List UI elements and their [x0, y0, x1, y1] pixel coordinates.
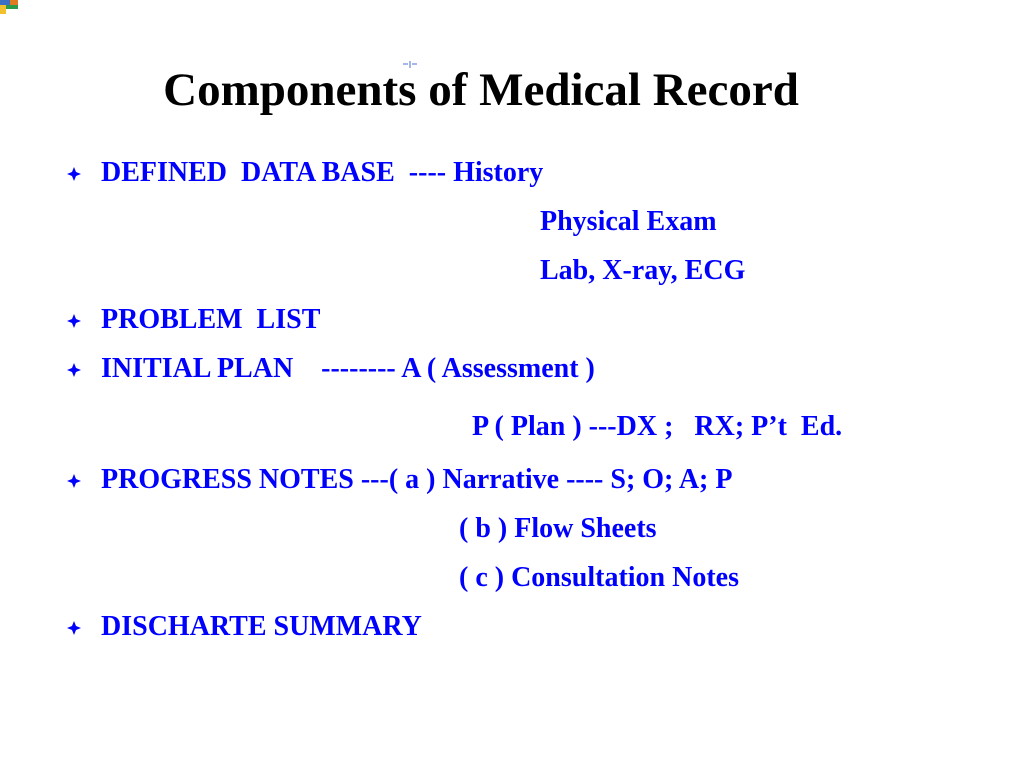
- defined-data-base-line: DEFINED DATA BASE ---- History: [101, 157, 544, 188]
- consultation-notes-line: ( c ) Consultation Notes: [459, 562, 739, 593]
- initial-plan-line: INITIAL PLAN -------- A ( Assessment ): [101, 353, 595, 384]
- diamond-bullet-icon: [66, 166, 82, 182]
- lab-xray-ecg-line: Lab, X-ray, ECG: [540, 255, 746, 286]
- diamond-bullet-icon: [66, 313, 82, 329]
- physical-exam-line: Physical Exam: [540, 206, 717, 237]
- diamond-bullet-icon: [66, 362, 82, 378]
- plan-detail-line: P ( Plan ) ---DX ; RX; P’t Ed.: [472, 411, 843, 442]
- problem-list-line: PROBLEM LIST: [101, 304, 321, 335]
- diamond-bullet-icon: [66, 620, 82, 636]
- corner-logo-icon: [0, 0, 18, 14]
- discharge-summary-line: DISCHARTE SUMMARY: [101, 611, 422, 642]
- slide-title: Components of Medical Record: [163, 64, 799, 116]
- progress-notes-line: PROGRESS NOTES ---( a ) Narrative ---- S; O; A; P: [101, 464, 733, 495]
- flow-sheets-line: ( b ) Flow Sheets: [459, 513, 657, 544]
- diamond-bullet-icon: [66, 473, 82, 489]
